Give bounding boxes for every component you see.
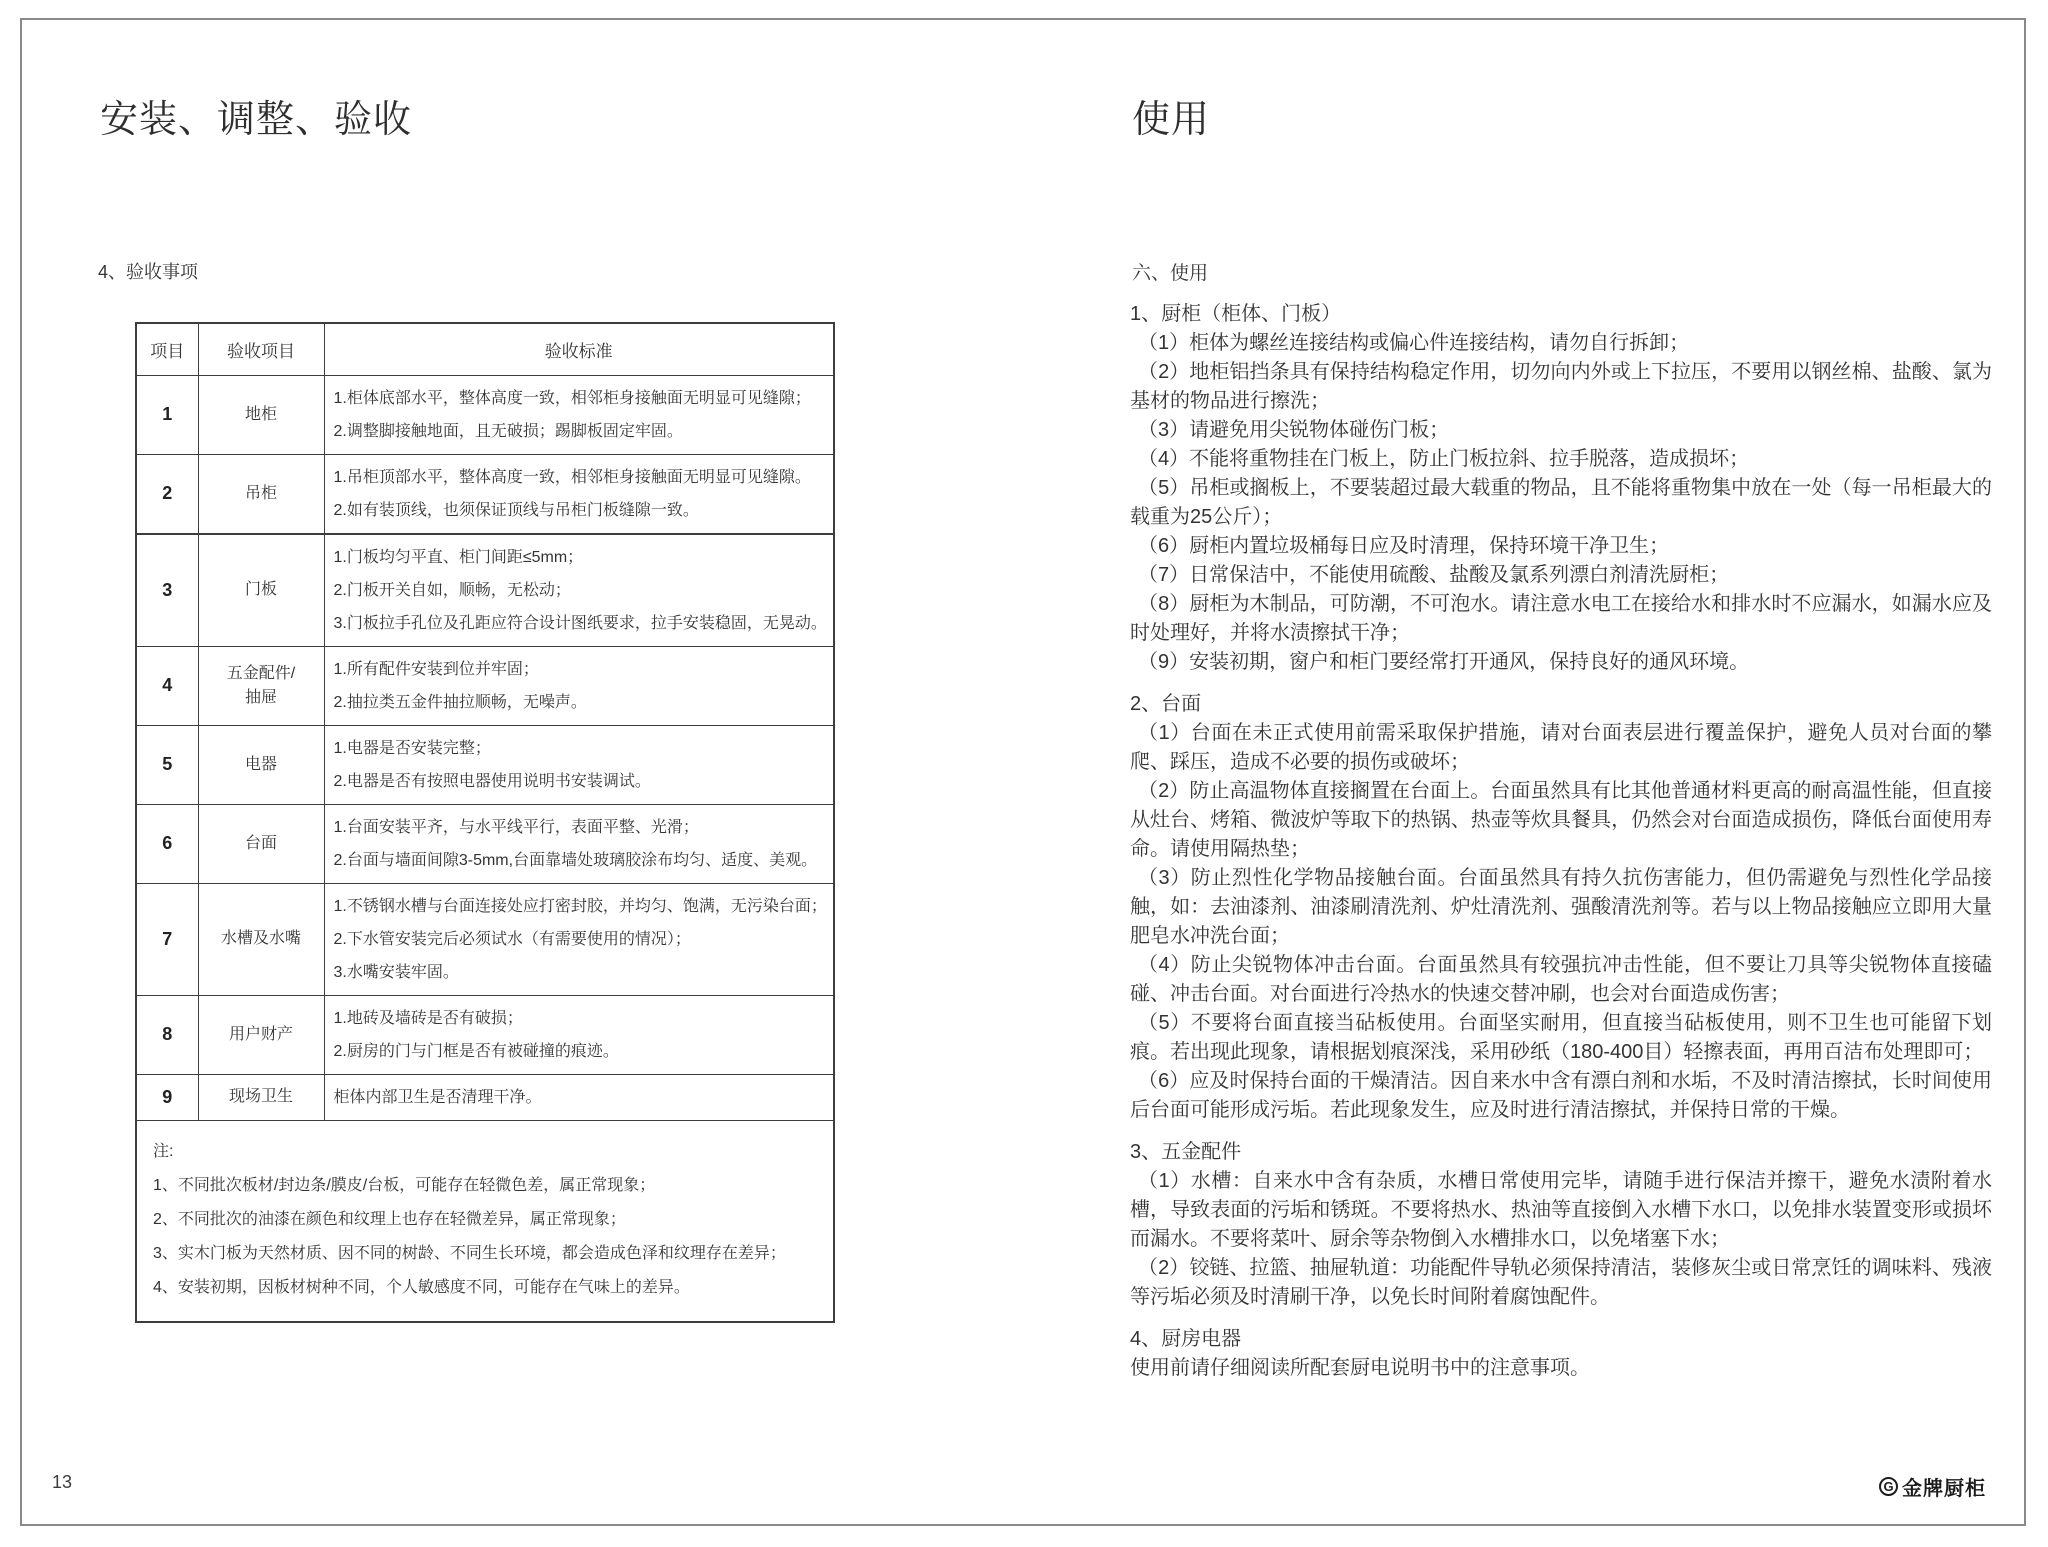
usage-paragraph: （6）厨柜内置垃圾桶每日应及时清理，保持环境干净卫生； (1138, 535, 1670, 557)
left-page-title: 安装、调整、验收 (100, 99, 413, 141)
usage-paragraph: （4）防止尖锐物体冲击台面。台面虽然具有较强抗冲击性能，但不要让刀具等尖锐物体直接磕碰、冲击台面。对台面进行冷热水的快速交替冲刷，也会对台面造成伤害； (1130, 954, 1992, 1005)
usage-heading: 3、五金配件 (1130, 1141, 1242, 1163)
row-item: 五金配件/ 抽屉 (198, 646, 324, 725)
standard-line: 2.厨房的门与门框是否有被碰撞的痕迹。 (333, 1042, 619, 1060)
acceptance-table (135, 322, 835, 1323)
note-line: 4、安装初期，因板材树种不同，个人敏感度不同，可能存在气味上的差异。 (153, 1278, 690, 1296)
row-item: 电器 (198, 725, 324, 804)
row-item: 地柜 (198, 375, 324, 454)
row-standards (324, 534, 834, 647)
usage-paragraph: （1）水槽：自来水中含有杂质，水槽日常使用完毕，请随手进行保洁并擦干，避免水渍附着水槽，导致表面的污垢和锈斑。不要将热水、热油等直接倒入水槽下水口，以免排水装置变形或损坏而漏水。不要将菜叶、厨余等杂物倒入水槽排水口，以免堵塞下水； (1130, 1170, 1992, 1250)
standard-line: 1.地砖及墙砖是否有破损； (333, 1009, 523, 1027)
usage-paragraph: （5）吊柜或搁板上，不要装超过最大载重的物品，且不能将重物集中放在一处（每一吊柜最大的载重为25公斤）； (1130, 477, 1992, 528)
usage-paragraph: （5）不要将台面直接当砧板使用。台面坚实耐用，但直接当砧板使用，则不卫生也可能留下划痕。若出现此现象，请根据划痕深浅，采用砂纸（180-400目）轻擦表面，再用百洁布处理即可； (1130, 1012, 1992, 1063)
usage-paragraph: （7）日常保洁中，不能使用硫酸、盐酸及氯系列漂白剂清洗厨柜； (1138, 564, 1730, 586)
row-item: 水槽及水嘴 (198, 883, 324, 995)
row-item: 门板 (198, 534, 324, 647)
usage-paragraph: （9）安装初期，窗户和柜门要经常打开通风，保持良好的通风环境。 (1138, 651, 1750, 673)
standard-line: 柜体内部卫生是否清理干净。 (333, 1088, 542, 1106)
usage-block (1130, 1138, 1992, 1312)
standard-line: 3.水嘴安装牢固。 (333, 963, 459, 981)
usage-paragraph: （2）防止高温物体直接搁置在台面上。台面虽然具有比其他普通材料更高的耐高温性能，但直接从灶台、烤箱、微波炉等取下的热锅、热壶等炊具餐具，仍然会对台面造成损伤，降低台面使用寿命。请使用隔热垫； (1130, 780, 1992, 860)
standard-line: 2.台面与墙面间隙3-5mm,台面靠墙处玻璃胶涂布均匀、适度、美观。 (333, 851, 818, 869)
g-circle-icon: G (1879, 1477, 1898, 1496)
row-standards (324, 883, 834, 995)
table-notes (136, 1120, 834, 1322)
row-number: 4 (136, 646, 198, 725)
row-standards (324, 454, 834, 534)
left-section-label: 4、验收事项 (98, 262, 199, 282)
usage-paragraph: （3）防止烈性化学物品接触台面。台面虽然具有持久抗伤害能力，但仍需避免与烈性化学品接触，如：去油漆剂、油漆刷清洗剂、炉灶清洗剂、强酸清洗剂等。若与以上物品接触应立即用大量肥皂水冲洗台面； (1130, 867, 1992, 947)
page-number: 13 (52, 1472, 73, 1492)
usage-paragraph: （1）台面在未正式使用前需采取保护措施，请对台面表层进行覆盖保护，避免人员对台面的攀爬、踩压，造成不必要的损伤或破坏； (1130, 722, 1992, 773)
standard-line: 2.门板开关自如，顺畅，无松动； (333, 581, 571, 599)
table-row (136, 883, 834, 995)
row-standards (324, 725, 834, 804)
usage-paragraph: （8）厨柜为木制品，可防潮，不可泡水。请注意水电工在接给水和排水时不应漏水，如漏水应及时处理好，并将水渍擦拭干净； (1130, 593, 1992, 644)
table-header-cell: 项目 (136, 323, 198, 375)
standard-line: 1.所有配件安装到位并牢固； (333, 660, 539, 678)
table-body (136, 375, 834, 1322)
note-line: 1、不同批次板材/封边条/膜皮/台板，可能存在轻微色差，属正常现象； (153, 1176, 656, 1194)
usage-paragraph: （1）柜体为螺丝连接结构或偏心件连接结构，请勿自行拆卸； (1138, 332, 1690, 354)
standard-line: 2.调整脚接触地面，且无破损；踢脚板固定牢固。 (333, 422, 683, 440)
table-row (136, 804, 834, 883)
standard-line: 1.柜体底部水平，整体高度一致，相邻柜身接触面无明显可见缝隙； (333, 389, 811, 407)
usage-block (1130, 300, 1992, 677)
usage-heading: 1、厨柜（柜体、门板） (1130, 303, 1342, 325)
usage-paragraph: （3）请避免用尖锐物体碰伤门板； (1138, 419, 1450, 441)
right-section-label: 六、使用 (1132, 263, 1209, 284)
table-row (136, 995, 834, 1074)
row-standards (324, 804, 834, 883)
usage-paragraph: （4）不能将重物挂在门板上，防止门板拉斜、拉手脱落，造成损坏； (1138, 448, 1750, 470)
brand-logo-text: 金牌厨柜 (1902, 1478, 1986, 1500)
row-number: 6 (136, 804, 198, 883)
standard-line: 3.门板拉手孔位及孔距应符合设计图纸要求，拉手安装稳固，无晃动。 (333, 614, 827, 632)
table-row (136, 1074, 834, 1120)
row-number: 8 (136, 995, 198, 1074)
row-number: 5 (136, 725, 198, 804)
row-item: 吊柜 (198, 454, 324, 534)
row-number: 7 (136, 883, 198, 995)
standard-line: 1.门板均匀平直、柜门间距≤5mm； (333, 548, 584, 566)
standard-line: 2.电器是否有按照电器使用说明书安装调试。 (333, 772, 651, 790)
standard-line: 1.台面安装平齐，与水平线平行，表面平整、光滑； (333, 818, 699, 836)
table-header-cell: 验收标准 (324, 323, 834, 375)
usage-paragraph: （2）地柜铝挡条具有保持结构稳定作用，切勿向内外或上下拉压，不要用以钢丝棉、盐酸、氯为基材的物品进行擦洗； (1130, 361, 1992, 412)
table-row (136, 375, 834, 454)
usage-content (1130, 300, 1992, 1396)
row-number: 3 (136, 534, 198, 647)
standard-line: 1.电器是否安装完整； (333, 739, 491, 757)
standard-line: 2.抽拉类五金件抽拉顺畅，无噪声。 (333, 693, 587, 711)
brand-logo (1879, 1472, 1986, 1501)
usage-paragraph: 使用前请仔细阅读所配套厨电说明书中的注意事项。 (1130, 1357, 1590, 1379)
usage-block (1130, 690, 1992, 1125)
row-standards (324, 375, 834, 454)
row-standards (324, 1074, 834, 1120)
table-row (136, 454, 834, 534)
row-standards (324, 646, 834, 725)
table-row (136, 725, 834, 804)
row-item: 现场卫生 (198, 1074, 324, 1120)
usage-paragraph: （2）铰链、拉篮、抽屉轨道：功能配件导轨必须保持清洁，装修灰尘或日常烹饪的调味料、残液等污垢必须及时清刷干净，以免长时间附着腐蚀配件。 (1130, 1257, 1992, 1308)
usage-paragraph: （6）应及时保持台面的干燥清洁。因自来水中含有漂白剂和水垢，不及时清洁擦拭，长时间使用后台面可能形成污垢。若此现象发生，应及时进行清洁擦拭，并保持日常的干燥。 (1130, 1070, 1992, 1121)
note-title: 注: (153, 1142, 174, 1160)
note-line: 3、实木门板为天然材质、因不同的树龄、不同生长环境，都会造成色泽和纹理存在差异； (153, 1244, 786, 1262)
standard-line: 1.吊柜顶部水平，整体高度一致，相邻柜身接触面无明显可见缝隙。 (333, 468, 811, 486)
usage-heading: 4、厨房电器 (1130, 1328, 1242, 1350)
standard-line: 1.不锈钢水槽与台面连接处应打密封胶，并均匀、饱满，无污染台面； (333, 897, 827, 915)
right-page-title: 使用 (1132, 99, 1211, 141)
table-notes-row (136, 1120, 834, 1322)
note-line: 2、不同批次的油漆在颜色和纹理上也存在轻微差异，属正常现象； (153, 1210, 626, 1228)
table-row (136, 646, 834, 725)
row-number: 1 (136, 375, 198, 454)
row-number: 9 (136, 1074, 198, 1120)
standard-line: 2.下水管安装完后必须试水（有需要使用的情况）； (333, 930, 691, 948)
table-header-cell: 验收项目 (198, 323, 324, 375)
usage-block (1130, 1325, 1992, 1383)
row-item: 台面 (198, 804, 324, 883)
row-number: 2 (136, 454, 198, 534)
standard-line: 2.如有装顶线，也须保证顶线与吊柜门板缝隙一致。 (333, 501, 699, 519)
row-item: 用户财产 (198, 995, 324, 1074)
row-standards (324, 995, 834, 1074)
table-header-row (136, 323, 834, 375)
usage-heading: 2、台面 (1130, 693, 1202, 715)
table-row (136, 534, 834, 647)
